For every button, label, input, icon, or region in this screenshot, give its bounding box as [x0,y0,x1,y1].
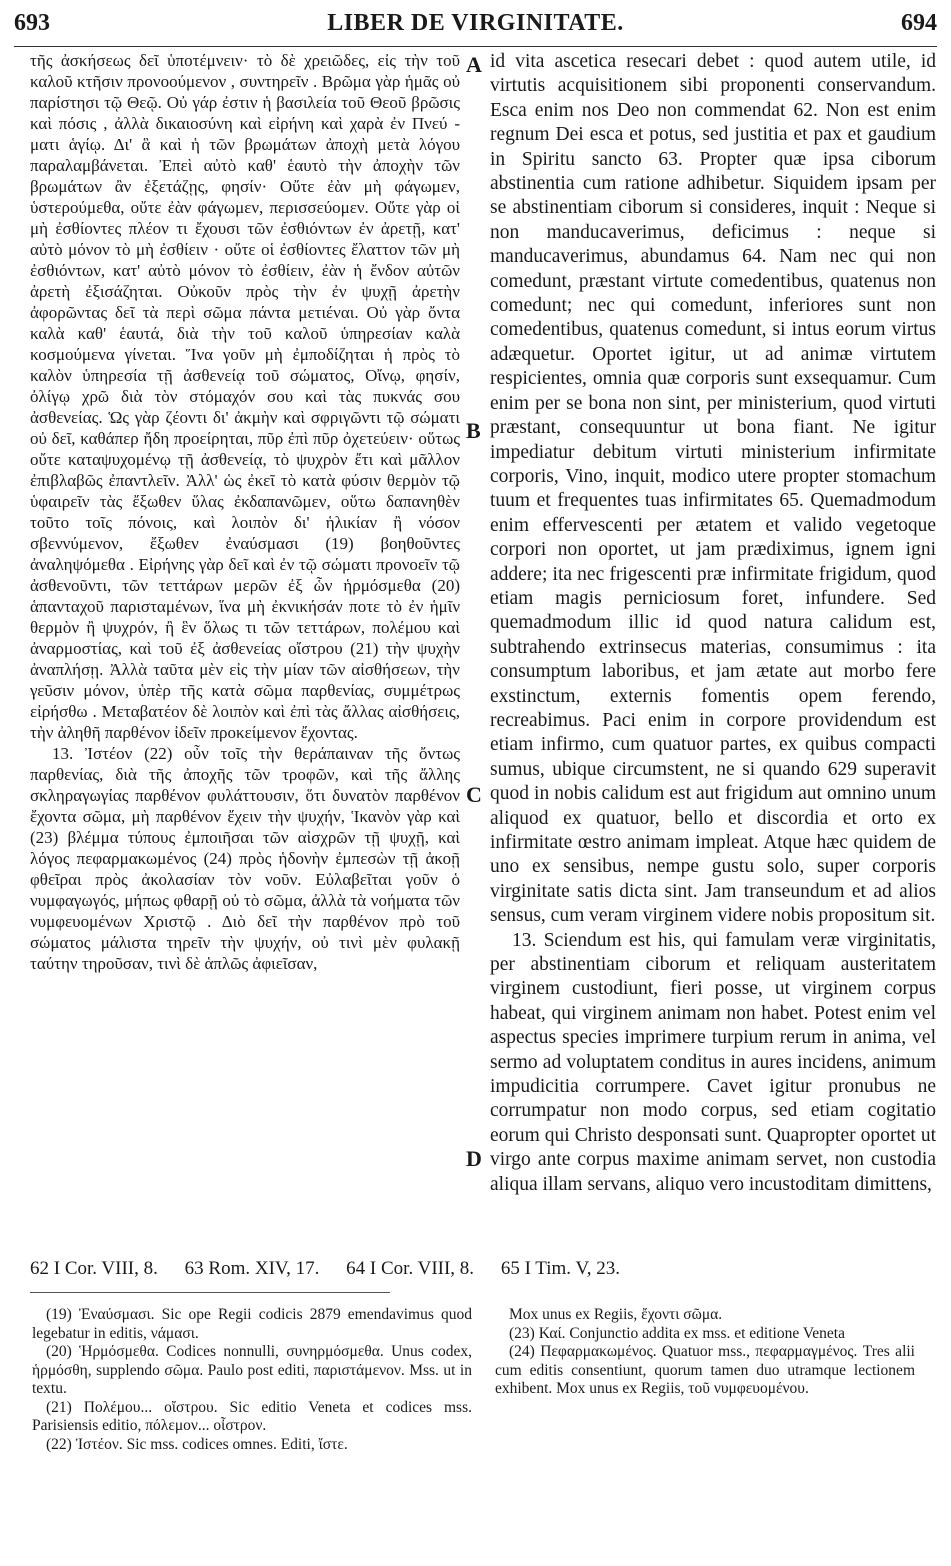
scripture-references [30,1258,642,1280]
reference-item: 65 I Tim. V, 23. [500,1258,620,1279]
section-marker-a: A [466,52,482,77]
footnote: (19) Ἐναύσμασι. Sic ope Regii codicis 2879 emendavimus quod legebatur in editis, νάμασι. [32,1306,472,1342]
footnotes-left [32,1306,472,1454]
reference-item: 64 I Cor. VIII, 8. [346,1258,475,1279]
page-header [14,10,937,44]
footnotes-right [495,1306,915,1399]
running-title: LIBER DE VIRGINITATE. [327,10,624,36]
latin-column [490,50,936,1197]
footnote: (23) Καί. Conjunctio addita ex mss. et editione Veneta [509,1324,845,1342]
footnote-separator [30,1292,390,1293]
section-marker-c: C [466,782,482,807]
greek-paragraph: τῆς ἀσκήσεως δεῖ ὑποτέμνειν· τὸ δὲ χρειῶδες, εἰς τὴν τοῦ καλοῦ κτῆσιν προνοούμενον , συντηρεῖν . Βρῶμα γὰρ ἡμᾶς οὐ παρίστησι τῷ Θεῷ. Οὐ γάρ ἐστιν ἡ βασιλεία τοῦ Θεοῦ βρῶσις καὶ πόσις , ἀλλὰ δικαιοσύνη καὶ εἰρήνη καὶ χαρὰ ἐν Πνεύ - ματι ἁγίῳ. Δι' ἃ καὶ ἡ τῶν βρωμάτων ἀποχὴ μετὰ λόγου παραλαμβάνεται. Ἐπεὶ αὐτὸ καθ' ἑαυτὸ τὴν ἀποχὴν τῶν βρωμάτων ἂν ἐξετάζῃς, φησίν· Οὔτε ἐὰν μὴ φάγωμεν, ὑστερούμεθα, οὔτε ἐὰν φάγωμεν, περισσεύομεν. Οὔτε γὰρ οἱ μὴ ἐσθίοντες πλέον τι ἔχουσι τῶν ἐσθιόντων ἐν ἀρετῇ, κατ' αὐτὸ μόνον τὸ μὴ ἐσθίειν · οὔτε οἱ ἐσθίοντες ἔλαττον τῶν μὴ ἐσθιόντων, κατ' αὐτὸ μόνον τὸ ἐσθίειν, ἐὰν ἡ ἔνδον αὐτῶν ἀρετὴ ἐξισάζηται. Οὐκοῦν πρὸς τὴν ἐν ψυχῇ ἀρετὴν ἀφορῶντας δεῖ τὰ περὶ σῶμα πάντα μετιέναι. Οὐ γὰρ ὄντα καλὰ καθ' ἑαυτά, διὰ τὴν τοῦ καλοῦ ὑπηρεσίαν καλὰ κοσμούμενα γίνεται. Ἵνα γοῦν μὴ ἐμποδίζηται ἡ πρὸς τὸ καλὸν ὑπηρεσία τῇ ἀσθενείᾳ τοῦ σώματος, Οἴνῳ, φησίν, ὀλίγῳ χρῶ διὰ τὸν στόμαχόν σου καὶ τὰς πυκνάς σου ἀσθενείας. Ὡς γὰρ ζέοντι δι' ἀκμὴν καὶ σφριγῶντι τῷ σώματι οὐ δεῖ, καθάπερ ἤδη προείρηται, πῦρ ἐπὶ πῦρ ὀχετεύειν· οὕτως οὔτε καταψυχομένῳ τῇ ἀσθενείᾳ, τὸ ψυχρὸν ἔτι καὶ μᾶλλον ἐπιβλαβῶς ἐπαντλεῖν. Ἀλλ' ὡς ἐκεῖ τὸ κατὰ φύσιν θερμὸν τῷ ὑφαιρεῖν τὰς ἔξωθεν ὕλας ἐκδαπανῶμεν, οὕτω δαπανηθὲν τοῦτο τοῖς πόνοις, καὶ λοιπὸν δι' ἡλικίαν ἢ νόσον σβεννύμενον, ἔξωθεν ἐναύσμασι (19) βοηθοῦντες ἀναληψόμεθα . Εἰρήνης γὰρ δεῖ καὶ ἐν τῷ σώματι προνοεῖν τῷ ἀσθενοῦντι, τῶν τεττάρων μερῶν ἐξ ὧν ἡρμόσμεθα (20) ἁπανταχοῦ παρισταμένων, ἵνα μὴ ἐκνικήσάν ποτε τὸ ἐν ἡμῖν θερμὸν ἢ ψυχρόν, ἢ ἓν ὅλως τι τῶν τεττάρων, πολέμου καὶ ἀναρμοστίας, καὶ τοῦ ἐξ ἀσθενείας οἴστρου (21) τὴν ψυχὴν ἀναπλήσῃ. Ἀλλὰ ταῦτα μὲν εἰς τὴν μίαν τῶν αἰσθήσεων, τὴν γεῦσιν μόνον, ὑπὲρ τῆς κατὰ σῶμα παρθενίας, συμμέτρως εἰρήσθω . Μεταβατέον δὲ λοιπὸν καὶ ἐπὶ τὰς ἄλλας αἰσθήσεις, τὴν ἀληθῆ παρθένον ἰδεῖν προκείμενον ἔχοντας. [30,51,460,742]
greek-paragraph: 13. Ἰστέον (22) οὖν τοῖς τὴν θεράπαιναν τῆς ὄντως παρθενίας, διὰ τῆς ἀποχῆς τῶν τροφῶν, καὶ τῆς ἄλλης σκληραγωγίας παρθένον φυλάττουσιν, ὅτι δυνατὸν παρθένον ἔχοντα σῶμα, μὴ παρθένον ἔχειν τὴν ψυχήν, Ἱκανὸν γὰρ καὶ (23) βλέμμα τύπους ἐμποιῆσαι τῶν αἰσχρῶν τῇ ψυχῇ, καὶ λόγος πεφαρμακωμένος (24) πρὸς ἡδονὴν ἐμπεσὼν τῇ ἀκοῇ φθεῖραι πρὸς ἀκολασίαν τὸν νοῦν. Εὐλαβεῖται γοῦν ὁ νυμφαγωγός, μήπως φθαρῇ οὐ τὸ σῶμα, ἀλλὰ τὰ νοήματα τῶν νυμφευομένων Χριστῷ . Διὸ δεῖ τὴν παρθένον πρὸ τοῦ σώματος μάλιστα τηρεῖν τὴν ψυχήν, οὐ τινὶ μὲν φυλακῇ ταύτην τηροῦσαν, τινὶ δὲ ἁπλῶς ἀφιεῖσαν, [30,744,460,973]
page-number-right: 694 [901,10,937,36]
section-marker-d: D [466,1146,482,1171]
footnote: (20) Ἡρμόσμεθα. Codices nonnulli, συνηρμόσμεθα. Unus codex, ἡρμόσθη, supplendo σῶμα. Paulo post editi, παριστάμενον. Mss. ut in textu. [32,1343,472,1397]
latin-paragraph: id vita ascetica resecari debet : quod autem utile, id virtutis acquisitionem sibi proponenti conservandum. Esca enim nos Deo non commendat 62. Non est enim regnum Dei esca et potus, sed justitia et pax et gaudium in Spiritu sancto 63. Propter quæ ipsa ciborum abstinentia cum ratione adhibetur. Siquidem ipsam per se abstinentiam ciborum si consideres, inquit : Neque si non manducaverimus, deficimus : neque si manducaverimus, abundamus 64. Nam nec qui non comedunt, præstant virtute comedentibus, quatenus non comedunt; nec qui comedunt, inferiores sunt non comedentibus, quatenus comedunt, si intus eorum virtus adæquetur. Oportet igitur, ut ad animæ virtutem respicientes, omnia quæ corporis sunt exsequamur. Cum enim per se bona non sint, per ministerium, quod virtuti præstant, consequuntur ut bona fiant. Ne igitur impediatur debitum virtuti ministerium infirmitate corporis, Vino, inquit, modico utere propter stomachum tuum et frequentes tuas infirmitates 65. Quemadmodum enim effervescenti per ætatem et valido vegetoque corpori non oportet, ut jam prædiximus, ignem igni addere; ita nec frigescenti præ infirmitate frigidum, quod etiam magis perniciosum foret, infundere. Sed quemadmodum illic id quod natura calidum est, subtrahendo extrinsecus materias, consumimus : ita consumptum laboribus, et jam ætate aut morbo fere exstinctum, externis fomentis opem ferendo, recreabimus. Paci enim in corpore providendum est etiam infirmo, cum quatuor partes, ex quibus compacti sumus, ubique circumstent, ne si quando 629 superavit quod in nobis calidum est aut frigidum aut omnino unum aliquod ex quatuor, bello et discordia et orto ex infirmitate œstro animam impleat. Atque hæc quidem de uno ex sensibus, nempe gustu solo, super corporis virginitate satis dicta sint. Jam transeundum et ad alios sensus, cum veram virginem videre nobis propositum sit. [490,51,936,927]
latin-paragraph: 13. Sciendum est his, qui famulam veræ virginitatis, per abstinentiam ciborum et reliquam austeritatem virginem custodiunt, fieri posse, ut virginem corpus habeat, qui virginem animam non habet. Potest enim vel aspectus species imprimere turpium rerum in anima, vel sermo ad voluptatem conditus in aures incidens, animum impudicitia corrumpere. Cavet igitur pronubus ne corrumpatur non modo corpus, sed etiam cogitatio eorum qui Christo desponsati sunt. Quapropter oportet ut virgo ante corpus maxime animam servet, non custodia aliqua illam servans, aliquo vero incustoditam dimittens, [490,929,936,1195]
page-number-left: 693 [14,10,50,36]
footnote: (24) Πεφαρμακωμένος. Quatuor mss., πεφαρμαγμένος. Tres alii cum editis consentiunt, quorum tamen duo utramque lectionem exhibent. Mox unus ex Regiis, τοῦ νυμφευομένου. [495,1343,915,1397]
section-marker-b: B [466,418,481,443]
reference-item: 63 Rom. XIV, 17. [184,1258,320,1279]
footnote: (21) Πολέμου... οἴστρου. Sic editio Veneta et codices mss. Parisiensis editio, πόλεμον... οἶστρον. [32,1398,472,1434]
reference-item: 62 I Cor. VIII, 8. [30,1258,158,1279]
footnote: (22) Ἰστέον. Sic mss. codices omnes. Editi, ἴστε. [46,1435,348,1453]
header-rule [14,46,937,47]
footnote: Mox unus ex Regiis, ἔχοντι σῶμα. [509,1306,723,1323]
greek-column [30,50,460,974]
